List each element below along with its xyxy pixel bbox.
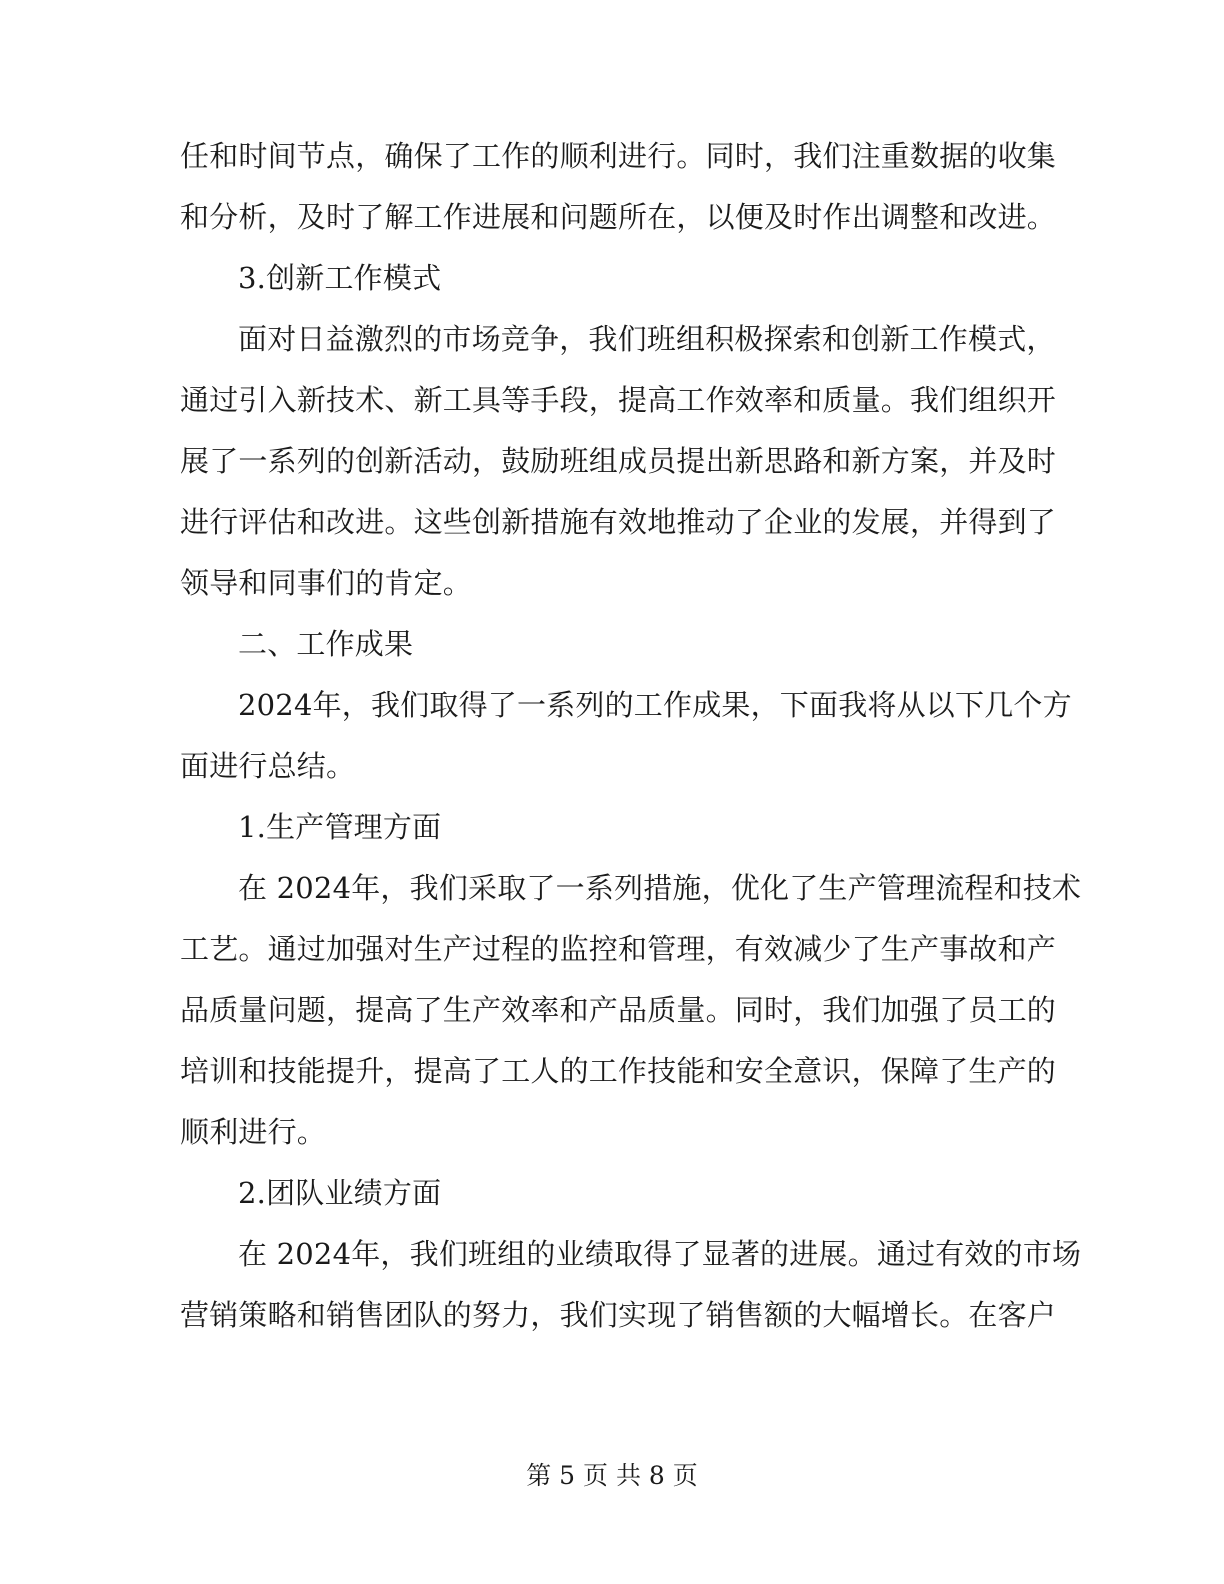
body-line: 培训和技能提升，提高了工人的工作技能和安全意识，保障了生产的 bbox=[180, 1054, 1057, 1088]
body-line: 2024年，我们取得了一系列的工作成果，下面我将从以下几个方 bbox=[238, 688, 1072, 722]
chapter-heading: 二、工作成果 bbox=[238, 627, 414, 661]
body-line: 在 2024年，我们班组的业绩取得了显著的进展。通过有效的市场 bbox=[238, 1237, 1082, 1271]
body-line: 营销策略和销售团队的努力，我们实现了销售额的大幅增长。在客户 bbox=[180, 1298, 1057, 1332]
body-line: 在 2024年，我们采取了一系列措施，优化了生产管理流程和技术 bbox=[238, 871, 1082, 905]
body-line: 领导和同事们的肯定。 bbox=[180, 566, 473, 600]
body-line: 任和时间节点，确保了工作的顺利进行。同时，我们注重数据的收集 bbox=[180, 139, 1057, 173]
section-heading: 1.生产管理方面 bbox=[238, 810, 442, 844]
body-line: 品质量问题，提高了生产效率和产品质量。同时，我们加强了员工的 bbox=[180, 993, 1057, 1027]
body-line: 面进行总结。 bbox=[180, 749, 356, 783]
section-heading: 3.创新工作模式 bbox=[238, 261, 442, 295]
body-line: 展了一系列的创新活动，鼓励班组成员提出新思路和新方案，并及时 bbox=[180, 444, 1057, 478]
section-heading: 2.团队业绩方面 bbox=[238, 1176, 442, 1210]
document-body bbox=[180, 126, 1082, 1346]
body-line: 进行评估和改进。这些创新措施有效地推动了企业的发展，并得到了 bbox=[180, 505, 1057, 539]
body-line: 面对日益激烈的市场竞争，我们班组积极探索和创新工作模式， bbox=[238, 322, 1056, 356]
body-line: 顺利进行。 bbox=[180, 1115, 327, 1149]
page-number-footer: 第 5 页 共 8 页 bbox=[526, 1461, 698, 1490]
body-line: 和分析，及时了解工作进展和问题所在，以便及时作出调整和改进。 bbox=[180, 200, 1057, 234]
body-line: 工艺。通过加强对生产过程的监控和管理，有效减少了生产事故和产 bbox=[180, 932, 1057, 966]
body-line: 通过引入新技术、新工具等手段，提高工作效率和质量。我们组织开 bbox=[180, 383, 1057, 417]
